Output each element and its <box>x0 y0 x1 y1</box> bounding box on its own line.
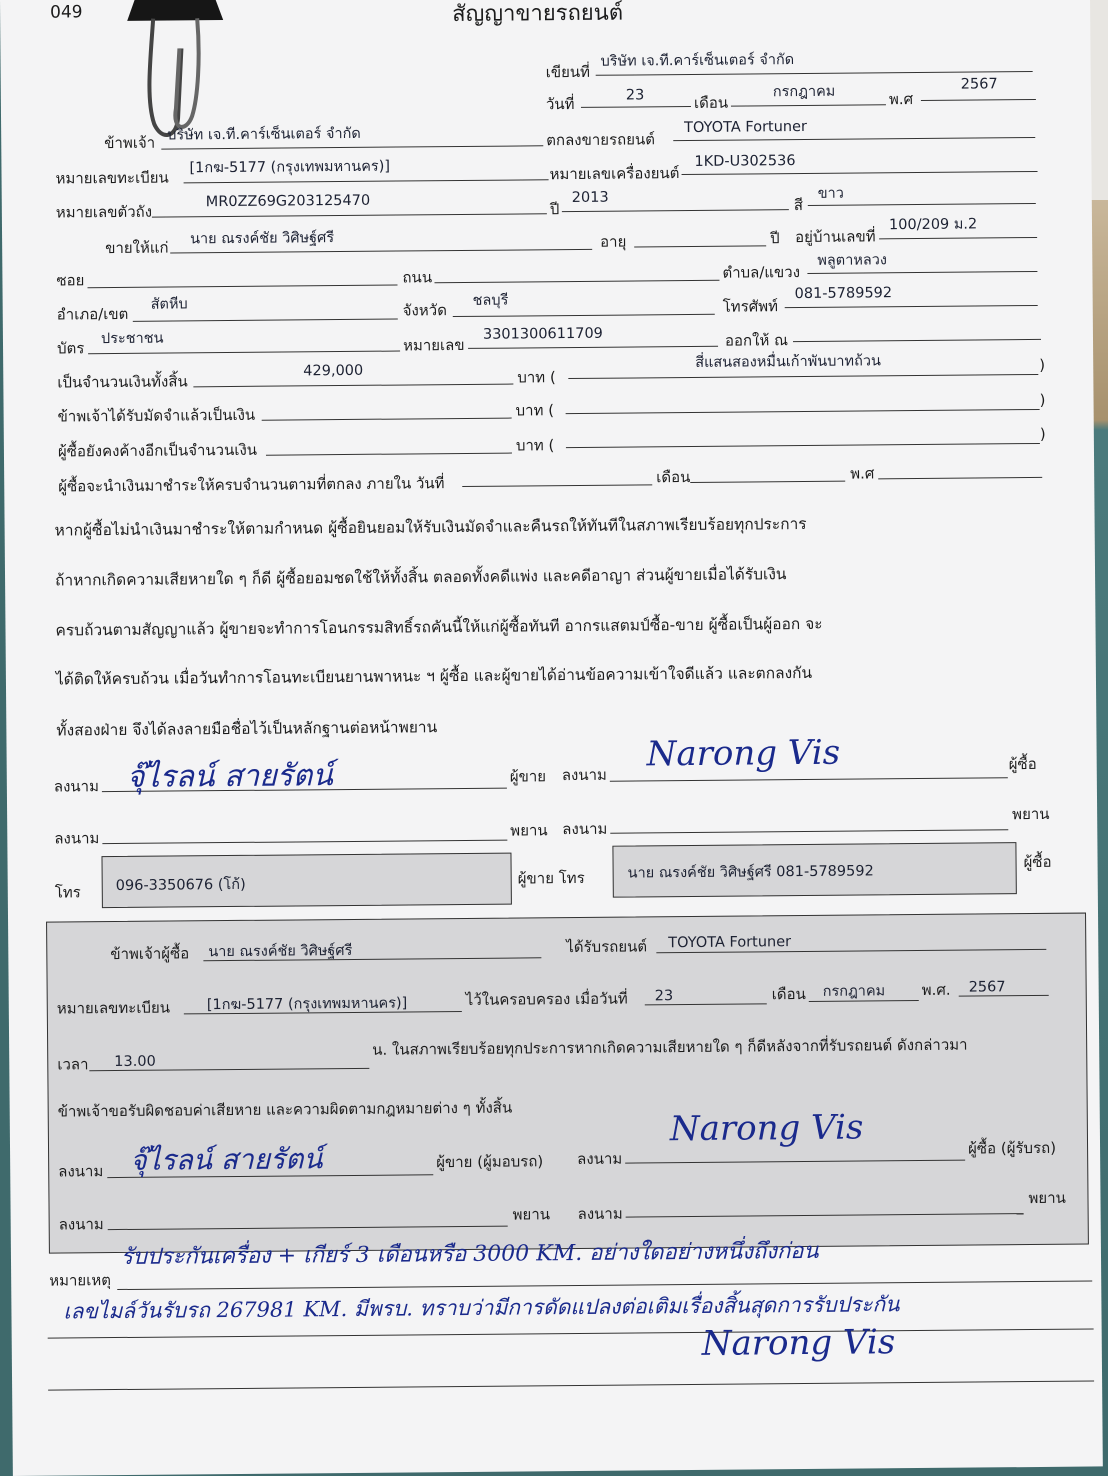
terms-line-4: ได้ติดให้ครบถ้วน เมื่อวันทำการโอนทะเบียนยานพาหนะ ฯ ผู้ซื้อ และผู้ขายได้อ่านข้อความเข้าใจดีแล้ว และตกลงกัน <box>55 663 813 689</box>
time-value: 13.00 <box>114 1053 156 1071</box>
plate-value: [1กฆ-5177 (กรุงเทพมหานคร)] <box>189 158 391 177</box>
seller-label: ข้าพเจ้า <box>104 133 156 153</box>
condition-text: น. ในสภาพเรียบร้อยทุกประการหากเกิดความเสียหายใด ๆ ก็ดีหลังจากที่รับรถยนต์ ดังกล่าวมา <box>372 1035 968 1059</box>
terms-line-5: ทั้งสองฝ่าย จึงได้ลงลายมือชื่อไว้เป็นหลักฐานต่อหน้าพยาน <box>56 718 438 740</box>
buyer-receiver-label: ผู้ซื้อ (ผู้รับรถ) <box>967 1138 1057 1158</box>
possession-label: ไว้ในครอบครอง เมื่อวันที่ <box>465 989 628 1009</box>
agree-car-value: TOYOTA Fortuner <box>684 118 808 137</box>
plate-label: หมายเลขทะเบียน <box>55 168 169 188</box>
card-value: ประชาชน <box>100 330 164 348</box>
deposit-baht-label: บาท ( <box>515 401 555 420</box>
possession-year-label: พ.ศ. <box>921 980 951 999</box>
total-baht-label: บาท ( <box>517 368 556 387</box>
receipt-buyer-signature: Narong Vis <box>669 1107 864 1150</box>
received-car-value: TOYOTA Fortuner <box>668 934 792 952</box>
remarks-signature: Narong Vis <box>701 1322 896 1364</box>
vehicle-year-value: 2013 <box>571 189 609 207</box>
vehicle-year-label: ปี <box>549 200 560 219</box>
phone-row-label: โทร <box>54 883 81 902</box>
terms-line-3: ครบถ้วนตามสัญญาแล้ว ผู้ขายจะทำการโอนกรรมสิทธิ์รถคันนี้ให้แก่ผู้ซื้อทันที อากรแสตมป์ซื้อ-ขาย ผู้ซื้อเป็นผู้ออก จะ <box>55 614 823 640</box>
buyer-signature: Narong Vis <box>646 732 841 775</box>
doc-number: 049 <box>50 2 83 23</box>
engine-value: 1KD-U302536 <box>694 153 796 170</box>
issued-label: ออกให้ ณ <box>724 331 789 350</box>
receipt-witness1-sign-label: ลงนาม <box>58 1215 104 1234</box>
district-value: สัตหีบ <box>150 296 188 313</box>
seller-signature: จุ๊ไรลน์ สายรัตน์ <box>126 758 333 795</box>
receipt-witness1-role: พยาน <box>512 1205 551 1224</box>
seller-giver-label: ผู้ขาย (ผู้มอบรถ) <box>436 1152 544 1172</box>
seller-sign-label: ลงนาม <box>53 777 100 796</box>
possession-month: กรกฎาคม <box>822 983 886 1000</box>
receipt-buyer-value: นาย ณรงค์ชัย วิศิษฐ์ศรี <box>208 942 353 961</box>
road-label: ถนน <box>402 268 433 287</box>
house-label: อยู่บ้านเลขที่ <box>795 227 876 247</box>
color-value: ขาว <box>817 185 844 202</box>
card-no-label: หมายเลข <box>402 335 465 355</box>
buyer-role-label: ผู้ซื้อ <box>1008 754 1037 774</box>
chassis-label: หมายเลขตัวถัง <box>55 202 153 222</box>
time-label: เวลา <box>57 1055 89 1074</box>
total-words-value: สี่แสนสองหมื่นเก้าพันบาทถ้วน <box>695 353 881 371</box>
soi-label: ซอย <box>56 271 85 290</box>
receipt-seller-signature: จุ๊ไรลน์ สายรัตน์ <box>129 1142 323 1177</box>
color-label: สี <box>793 196 804 215</box>
possession-month-label: เดือน <box>771 985 806 1004</box>
district-label: อำเภอ/เขต <box>56 304 129 324</box>
phone-label: โทรศัพท์ <box>722 297 779 316</box>
possession-day: 23 <box>654 988 674 1005</box>
receipt-witness2-sign-label: ลงนาม <box>577 1204 623 1224</box>
witness2-role-label: พยาน <box>1012 804 1050 824</box>
seller-phone-value: 096-3350676 (โก้) <box>115 876 246 895</box>
due-month-label: เดือน <box>656 467 691 487</box>
agree-sell-label: ตกลงขายรถยนต์ <box>546 130 656 150</box>
remaining-label: ผู้ซื้อยังคงค้างอีกเป็นจำนวนเงิน <box>57 440 258 461</box>
phone-value: 081-5789592 <box>794 285 893 303</box>
witness1-role-label: พยาน <box>510 821 548 840</box>
house-value: 100/209 ม.2 <box>888 216 978 234</box>
terms-line-2: ถ้าหากเกิดความเสียหายใด ๆ ก็ดี ผู้ซื้อยอมชดใช้ให้ทั้งสิ้น ตลอดทั้งคดีแพ่ง และคดีอาญา ส่วนผู้ขายเมื่อได้รับเงิน <box>54 565 787 590</box>
date-label: วันที่ <box>545 94 575 114</box>
due-label: ผู้ซื้อจะนำเงินมาชำระให้ครบจำนวนตามที่ตกลง ภายใน วันที่ <box>58 474 445 496</box>
age-year-label: ปี <box>770 229 780 248</box>
age-label: อายุ <box>600 232 627 251</box>
date-year: 2567 <box>960 76 998 93</box>
subdistrict-value: พลูตาหลวง <box>817 252 888 269</box>
receipt-seller-sign-label: ลงนาม <box>58 1162 104 1181</box>
buyer-sign-label: ลงนาม <box>561 765 607 785</box>
terms-line-1: หากผู้ซื้อไม่นำเงินมาชำระให้ตามกำหนด ผู้ซื้อยินยอมให้รับเงินมัดจำและคืนรถให้ทันทีในสภาพเรียบร้อยทุกประการ <box>54 514 807 540</box>
province-value: ชลบุรี <box>472 292 509 309</box>
receipt-section <box>46 913 1089 1254</box>
remaining-baht-label: บาท ( <box>515 436 555 455</box>
liability-text: ข้าพเจ้าขอรับผิดชอบค่าเสียหาย และความผิดตามกฎหมายต่าง ๆ ทั้งสิ้น <box>57 1098 513 1121</box>
possession-year: 2567 <box>968 979 1006 996</box>
province-label: จังหวัด <box>402 301 447 320</box>
deposit-label: ข้าพเจ้าได้รับมัดจำแล้วเป็นเงิน <box>57 405 256 426</box>
total-value: 429,000 <box>303 362 364 380</box>
remarks-line-2: เลขไมล์วันรับรถ 267981 KM. มีพรบ. ทราบว่ามีการดัดแปลงต่อเติมเรื่องสิ้นสุดการรับประกัน <box>63 1292 900 1324</box>
seller-value: บริษัท เจ.ที.คาร์เซ็นเตอร์ จำกัด <box>167 125 361 144</box>
witness1-sign-label: ลงนาม <box>54 829 100 848</box>
received-car-label: ได้รับรถยนต์ <box>566 937 648 957</box>
year-label: พ.ศ <box>888 90 914 109</box>
buyer-phone-value: นาย ณรงค์ชัย วิศิษฐ์ศรี 081-5789592 <box>627 863 874 882</box>
due-year-label: พ.ศ <box>850 464 875 483</box>
witness2-sign-label: ลงนาม <box>562 819 608 839</box>
card-no-value: 3301300611709 <box>482 325 603 343</box>
receipt-plate-label: หมายเลขทะเบียน <box>56 998 171 1018</box>
date-month: กรกฎาคม <box>772 83 836 101</box>
chassis-value: MR0ZZ69G203125470 <box>205 192 371 211</box>
remarks-line-1: รับประกันเครื่อง + เกียร์ 3 เดือนหรือ 3000 KM. อย่างใดอย่างหนึ่งถึงก่อน <box>120 1238 819 1270</box>
remarks-label: หมายเหตุ <box>49 1271 112 1290</box>
seller-phone-label: ผู้ขาย โทร <box>517 868 585 888</box>
written-at-label: เขียนที่ <box>545 62 591 82</box>
buyer-name-value: นาย ณรงค์ชัย วิศิษฐ์ศรี <box>190 230 335 248</box>
total-label: เป็นจำนวนเงินทั้งสิ้น <box>57 372 188 392</box>
receipt-witness2-role: พยาน <box>1028 1188 1066 1208</box>
date-day: 23 <box>625 87 645 104</box>
card-label: บัตร <box>56 339 85 358</box>
written-at-value: บริษัท เจ.ที.คาร์เซ็นเตอร์ จำกัด <box>600 52 795 70</box>
seller-role-label: ผู้ขาย <box>509 767 547 786</box>
buyer-phone-role-label: ผู้ซื้อ <box>1023 852 1052 872</box>
receipt-buyer-sign-label: ลงนาม <box>577 1149 623 1169</box>
contract-paper: 049 สัญญาขายรถยนต์ เขียนที่ บริษัท เจ.ที.คาร์เซ็นเตอร์ จำกัด วันที่ 23 เดือน กรกฎาคม พ.ศ 2567 ข้าพเจ้า บริษัท เจ.ที.คาร์เซ็นเตอร์ จำกัด ตกลงขายรถยนต์ TOYOTA Fortuner หมายเลขทะเบียน [1กฆ-5177 (กรุงเทพมหานคร)] หมายเลขเครื่องยนต์ 1KD-U302536 หมายเลขตัวถัง MR0ZZ69G203125470 ปี 2013 สี ขาว ขายให้แก่ นาย ณรงค์ชัย วิศิษฐ์ศรี อายุ ปี อยู่บ้านเลขที่ 100/209 ม.2 ซอย ถนน ตำบล/แขวง พลูตาหลวง อำเภอ/เขต สัตหีบ จังหวัด ชลบุรี โทรศัพท์ 081-5789592 บัตร ประชาชน หมายเลข 3301300611709 ออกให้ ณ เป็นจำนวนเงินทั้งสิ้น 429,000 บาท ( สี่แสนสองหมื่นเก้าพันบาทถ้วน ) ข้าพเจ้าได้รับมัดจำแล้วเป็นเงิน บาท ( ) ผู้ซื้อยังคงค้างอีกเป็นจำนวนเงิน บาท ( ) ผู้ซื้อจะนำเงินมาชำระให้ครบจำนวนตามที่ตกลง ภายใน วันที่ เดือน พ.ศ หากผู้ซื้อไม่นำเงินมาชำระให้ตามกำหนด ผู้ซื้อยินยอมให้รับเงินมัดจำและคืนรถให้ทันทีในสภาพเรียบร้อยทุกประการ ถ้าหากเกิดความเสียหายใด ๆ ก็ดี ผู้ซื้อยอมชดใช้ให้ทั้งสิ้น ตลอดทั้งคดีแพ่ง และคดีอาญา ส่วนผู้ขายเมื่อได้รับเงิน ครบถ้วนตามสัญญาแล้ว ผู้ขายจะทำการโอนกรรมสิทธิ์รถคันนี้ให้แก่ผู้ซื้อทันที อากรแสตมป์ซื้อ-ขาย ผู้ซื้อเป็นผู้ออก จะ ได้ติดให้ครบถ้วน เมื่อวันทำการโอนทะเบียนยานพาหนะ ฯ ผู้ซื้อ และผู้ขายได้อ่านข้อความเข้าใจดีแล้ว และตกลงกัน ทั้งสองฝ่าย จึงได้ลงลายมือชื่อไว้เป็นหลักฐานต่อหน้าพยาน ลงนาม จุ๊ไรลน์ สายรัตน์ ผู้ขาย ลงนาม Narong Vis ผู้ซื้อ ลงนาม พยาน ลงนาม พยาน โทร 096-3350676 (โก้) ผู้ขาย โทร นาย ณรงค์ชัย วิศิษฐ์ศรี 081-5789592 ผู้ซื้อ ข้าพเจ้าผู้ซื้อ นาย ณรงค์ชัย วิศิษฐ์ศรี ได้รับรถยนต์ TOYOTA Fortuner หมายเลขทะเบียน [1กฆ-5177 (กรุงเทพมหานคร)] ไว้ในครอบครอง เมื่อวันที่ 23 เดือน กรกฎาคม พ.ศ. 2567 เวลา 13.00 น. ในสภาพเรียบร้อยทุกประการหากเกิดความเสียหายใด ๆ ก็ดีหลังจากที่รับรถยนต์ ดังกล่าวมา ข้าพเจ้าขอรับผิดชอบค่าเสียหาย และความผิดตามกฎหมายต่าง ๆ ทั้งสิ้น ลงนาม จุ๊ไรลน์ สายรัตน์ ผู้ขาย (ผู้มอบรถ) ลงนาม Narong Vis ผู้ซื้อ (ผู้รับรถ) ลงนาม พยาน ลงนาม พยาน หมายเหตุ รับประกันเครื่อง + เกียร์ 3 เดือนหรือ 3000 KM. อย่างใดอย่างหนึ่งถึงก่อน เลขไมล์วันรับรถ 267981 KM. มีพรบ. ทราบว่ามีการดัดแปลงต่อเติมเรื่องสิ้นสุดการรับประกัน Narong Vis <box>0 0 1103 1476</box>
page-title: สัญญาขายรถยนต์ <box>452 0 624 28</box>
subdistrict-label: ตำบล/แขวง <box>722 263 801 282</box>
receipt-buyer-label: ข้าพเจ้าผู้ซื้อ <box>110 944 190 964</box>
month-label: เดือน <box>693 93 729 112</box>
binder-clip-icon <box>105 0 246 144</box>
sell-to-label: ขายให้แก่ <box>105 238 169 258</box>
receipt-plate-value: [1กฆ-5177 (กรุงเทพมหานคร)] <box>206 995 408 1014</box>
engine-label: หมายเลขเครื่องยนต์ <box>549 164 680 184</box>
